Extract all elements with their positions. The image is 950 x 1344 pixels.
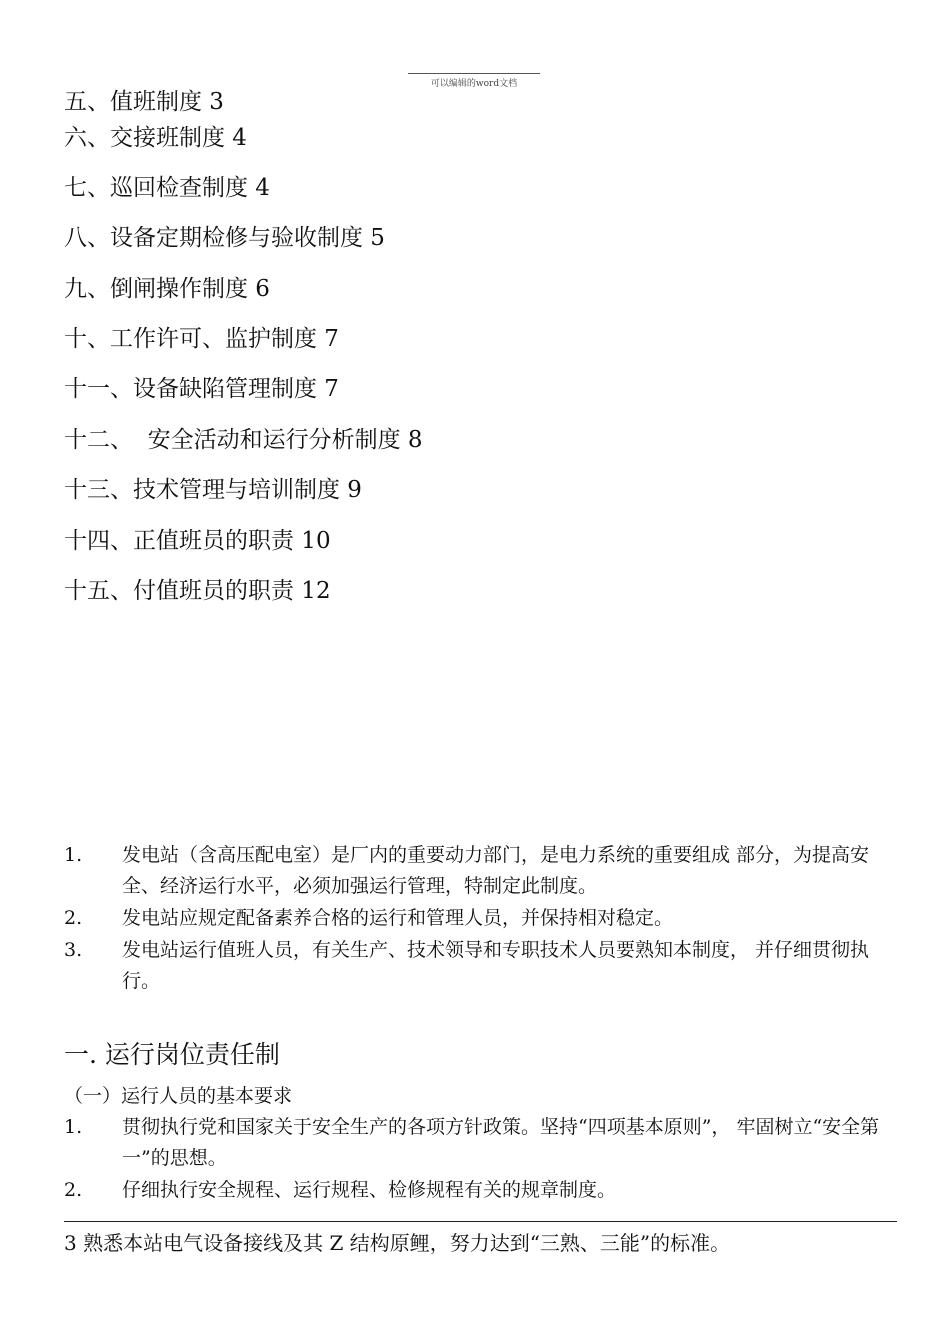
item-number: 1. <box>64 844 83 866</box>
toc-item: 十二、 安全活动和运行分析制度 8 <box>64 427 423 453</box>
item-text: 仔细执行安全规程、运行规程、检修规程有关的规章制度。 <box>122 1179 617 1201</box>
header-rule <box>408 73 540 74</box>
header-caption: 可以编辑的word文档 <box>430 79 518 89</box>
general-item-2 <box>64 903 896 934</box>
item-text: 发电站应规定配备素养合格的运行和管理人员，并保持相对稳定。 <box>122 907 674 929</box>
item-number: 2. <box>64 907 83 929</box>
general-item-3 <box>64 935 896 997</box>
divider <box>64 1221 897 1222</box>
toc-item: 十四、正值班员的职责 10 <box>64 528 331 554</box>
toc-item: 十一、设备缺陷管理制度 7 <box>64 376 339 402</box>
toc-item: 五、值班制度 3 <box>64 89 224 115</box>
toc-item: 十三、技术管理与培训制度 9 <box>64 477 362 503</box>
toc-item: 十五、付值班员的职责 12 <box>64 578 331 604</box>
item-text: 发电站（含高压配电室）是厂内的重要动力部门，是电力系统的重要组成 部分，为提高安全、经济运行水平，必须加强运行管理，特制定此制度。 <box>122 844 870 897</box>
section-title: 一. 运行岗位责任制 <box>64 1040 280 1069</box>
item-number: 3. <box>64 939 83 961</box>
item-number: 2. <box>64 1179 83 1201</box>
section-subtitle: （一）运行人员的基本要求 <box>64 1085 293 1107</box>
item-text: 贯彻执行党和国家关于安全生产的各项方针政策。坚持“四项基本原则”， 牢固树立“安全第一”的思想。 <box>122 1116 880 1169</box>
requirement-item-2 <box>64 1175 896 1206</box>
requirement-item-3: 3 熟悉本站电气设备接线及其 Z 结构原鲤，努力达到“三熟、三能”的标准。 <box>64 1231 731 1255</box>
toc-item: 十、工作许可、监护制度 7 <box>64 326 339 352</box>
requirement-item-1 <box>64 1112 896 1174</box>
item-text: 发电站运行值班人员，有关生产、技术领导和专职技术人员要熟知本制度， 并仔细贯彻执行。 <box>122 939 870 992</box>
item-number: 1. <box>64 1116 83 1138</box>
toc-item: 八、设备定期检修与验收制度 5 <box>64 225 385 251</box>
toc-item: 六、交接班制度 4 <box>64 125 247 151</box>
general-item-1 <box>64 840 896 902</box>
toc-item: 九、倒闸操作制度 6 <box>64 276 270 302</box>
toc-item: 七、巡回检查制度 4 <box>64 175 270 201</box>
